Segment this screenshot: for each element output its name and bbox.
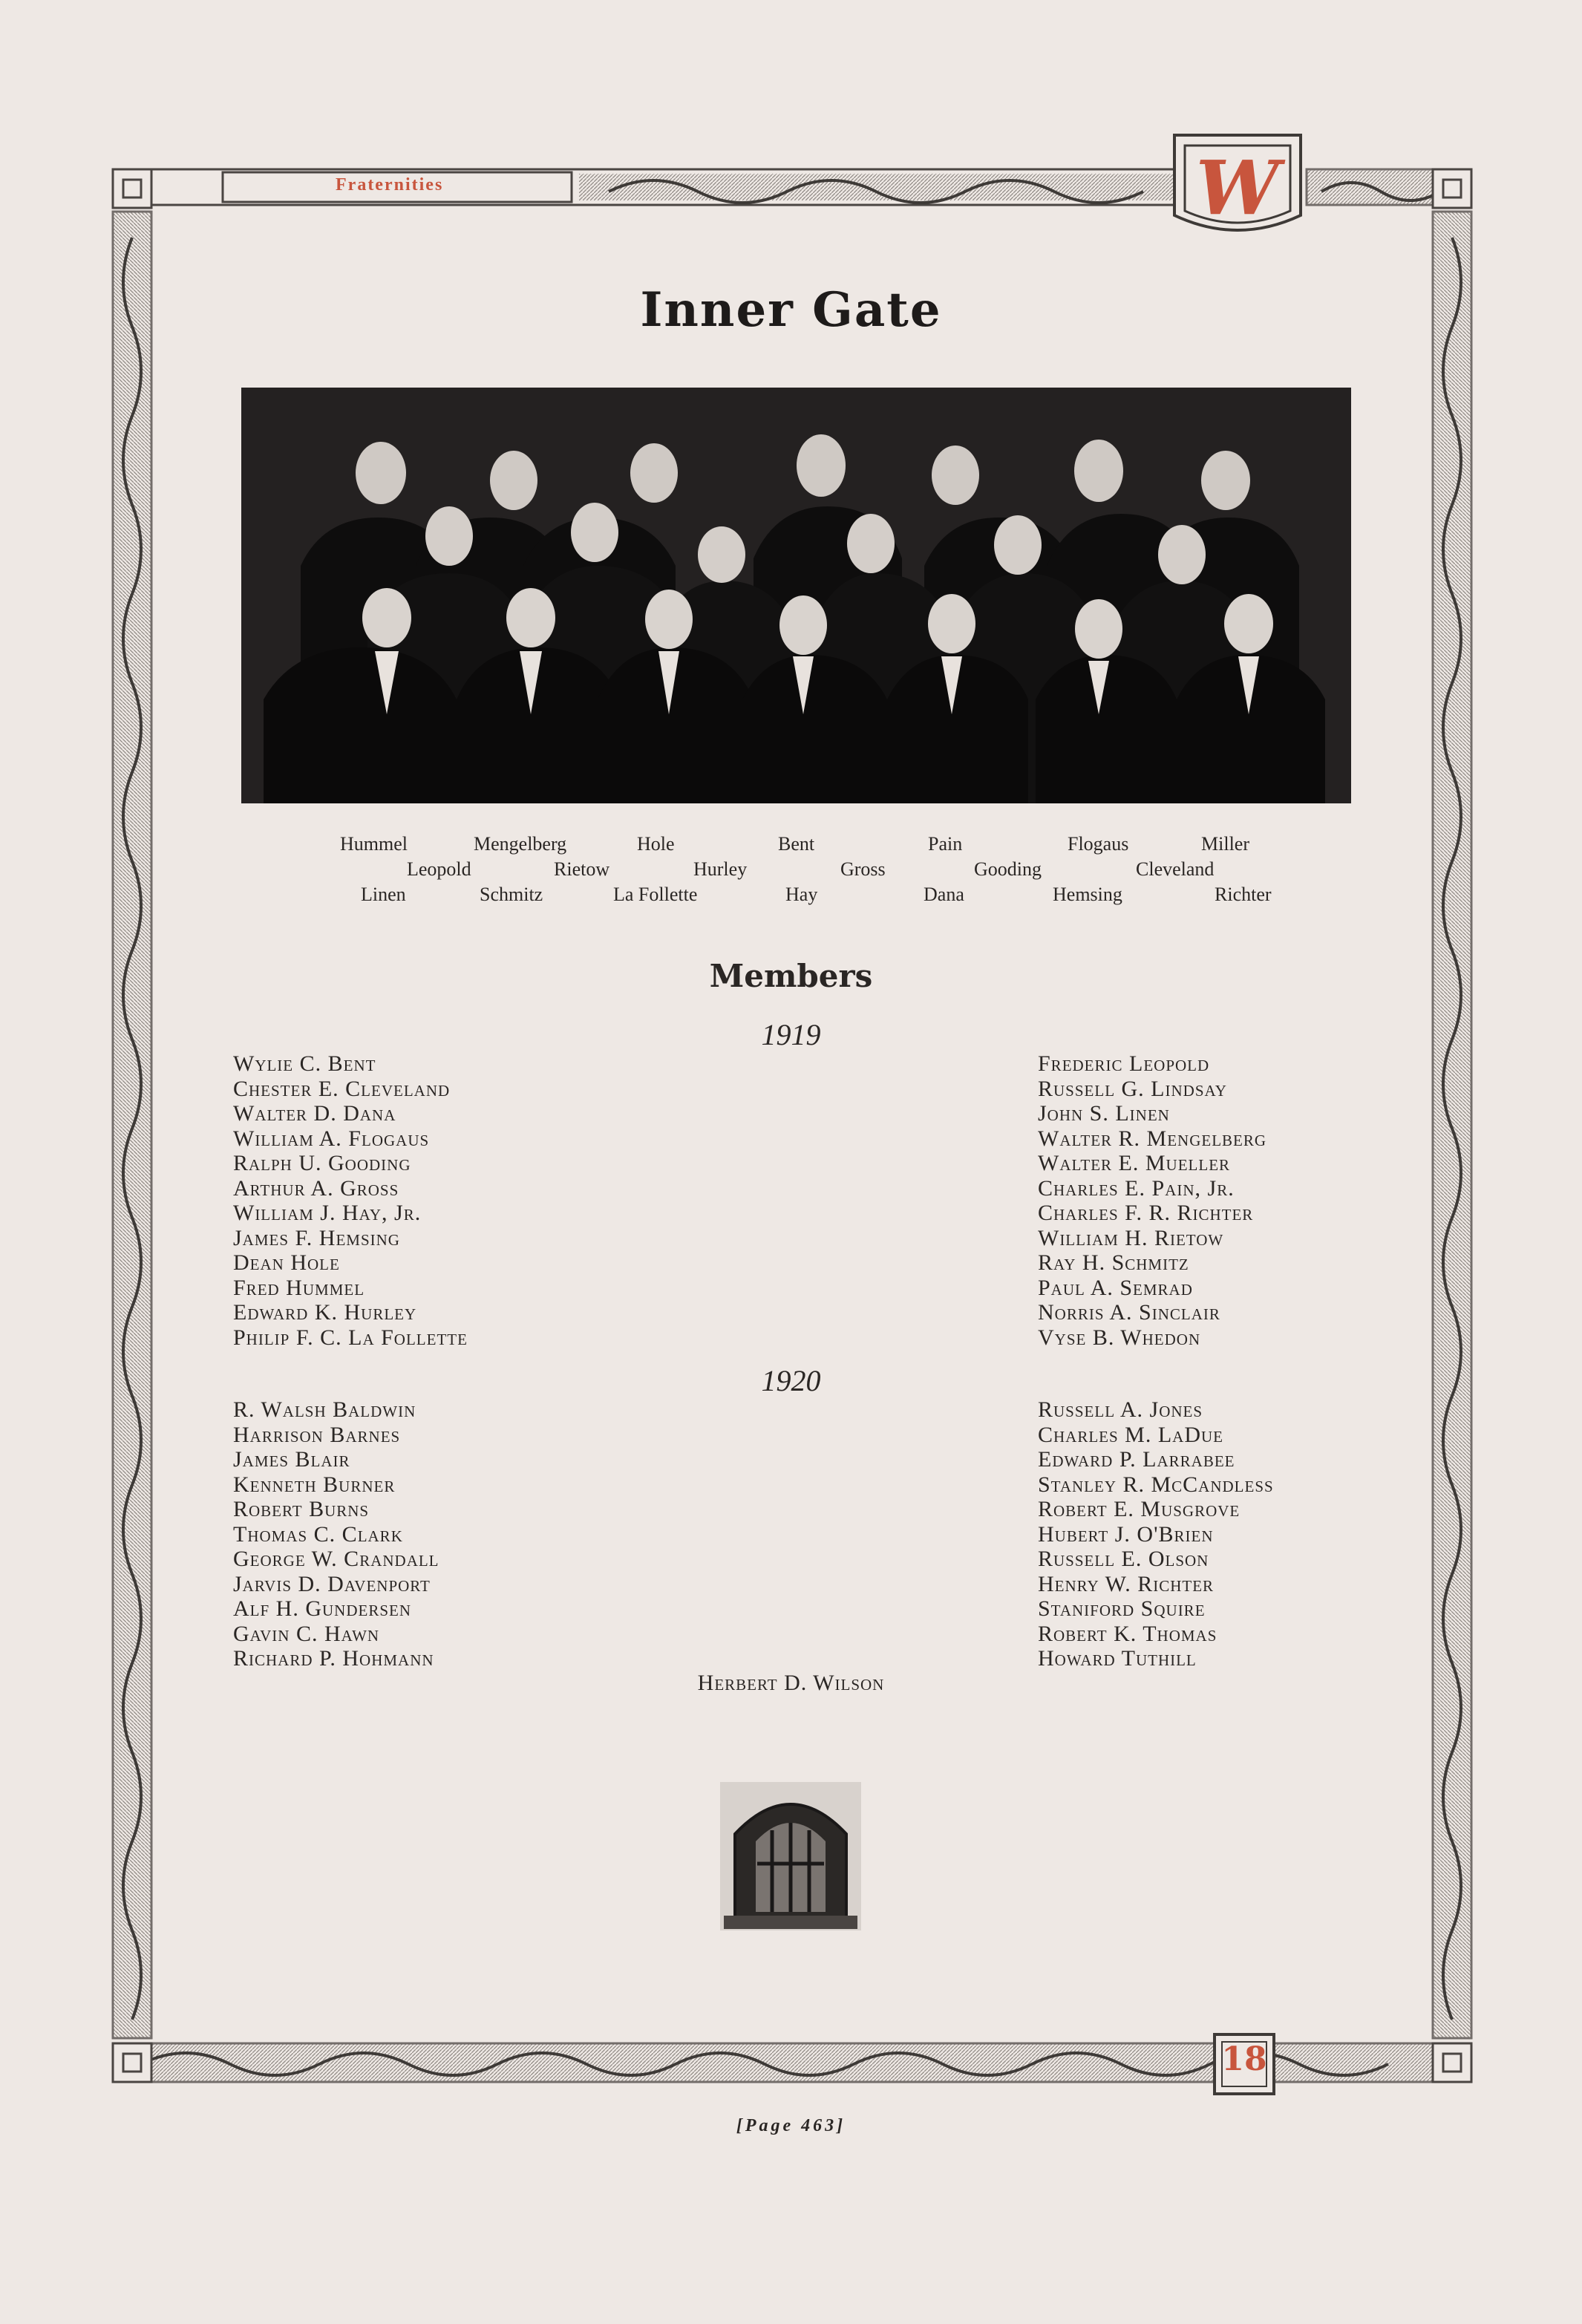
- group-photo: [241, 388, 1351, 803]
- member-name: Dean Hole: [233, 1250, 340, 1275]
- page-title: Inner Gate: [640, 282, 942, 338]
- gate-icon: [720, 1782, 861, 1930]
- member-name: Harrison Barnes: [233, 1422, 401, 1447]
- caption-name: Rietow: [554, 858, 610, 880]
- member-name: Richard P. Hohmann: [233, 1646, 434, 1671]
- member-name: R. Walsh Baldwin: [233, 1397, 416, 1422]
- member-name: Walter R. Mengelberg: [1038, 1126, 1267, 1151]
- w-crest-icon: [1174, 135, 1301, 232]
- caption-name: Cleveland: [1136, 858, 1215, 880]
- member-name: Frederic Leopold: [1038, 1051, 1210, 1076]
- caption-row-back: [0, 833, 1582, 857]
- members-1919-left: [233, 1051, 468, 1350]
- member-name-center: Herbert D. Wilson: [697, 1671, 885, 1695]
- member-name: Vyse B. Whedon: [1038, 1325, 1201, 1350]
- member-name: Arthur A. Gross: [233, 1175, 399, 1201]
- member-name: Staniford Squire: [1038, 1596, 1206, 1621]
- caption-name: Linen: [361, 884, 406, 905]
- caption-name: Bent: [778, 833, 815, 855]
- members-1919-right: [1038, 1051, 1266, 1350]
- member-name: Fred Hummel: [233, 1275, 365, 1300]
- member-name: Gavin C. Hawn: [233, 1621, 380, 1646]
- svg-text:W: W: [1195, 144, 1280, 232]
- member-name: Charles M. LaDue: [1038, 1422, 1224, 1447]
- member-name: Kenneth Burner: [233, 1472, 396, 1497]
- member-name: Thomas C. Clark: [233, 1521, 403, 1547]
- member-name: James Blair: [233, 1447, 350, 1472]
- caption-name: Hay: [785, 884, 818, 905]
- year-badge: 18: [1221, 2040, 1267, 2078]
- caption-name: Pain: [928, 833, 963, 855]
- member-name: Charles F. R. Richter: [1038, 1201, 1254, 1225]
- caption-name: Richter: [1215, 884, 1272, 905]
- member-name: Henry W. Richter: [1038, 1571, 1215, 1596]
- members-1920-right: [1038, 1397, 1274, 1671]
- member-name: Chester E. Cleveland: [233, 1076, 451, 1101]
- group-photo-figures: [241, 388, 1351, 803]
- caption-name: La Follette: [613, 884, 698, 905]
- member-name: Russell E. Olson: [1038, 1547, 1209, 1571]
- caption-name: Dana: [924, 884, 964, 905]
- member-name: Charles E. Pain, Jr.: [1038, 1175, 1235, 1201]
- member-name: Norris A. Sinclair: [1038, 1300, 1220, 1325]
- member-name: William J. Hay, Jr.: [233, 1201, 422, 1225]
- caption-row-middle: [0, 858, 1582, 882]
- member-name: Walter D. Dana: [233, 1101, 396, 1126]
- caption-name: Hurley: [693, 858, 748, 880]
- member-name: William H. Rietow: [1038, 1225, 1224, 1250]
- year-heading-1919: 1919: [761, 1018, 821, 1051]
- member-name: James F. Hemsing: [233, 1225, 400, 1250]
- caption-name: Leopold: [407, 858, 471, 880]
- member-name: Ray H. Schmitz: [1038, 1250, 1189, 1275]
- member-name: Robert E. Musgrove: [1038, 1497, 1241, 1521]
- member-name: Edward K. Hurley: [233, 1300, 417, 1325]
- caption-row-front: [0, 884, 1582, 907]
- caption-name: Schmitz: [480, 884, 543, 905]
- caption-name: Gooding: [974, 858, 1042, 880]
- member-name: Alf H. Gundersen: [233, 1596, 412, 1621]
- member-name: Paul A. Semrad: [1038, 1275, 1193, 1300]
- caption-name: Hole: [637, 833, 675, 855]
- member-name: Jarvis D. Davenport: [233, 1571, 431, 1596]
- member-name: Philip F. C. La Follette: [233, 1325, 468, 1350]
- caption-name: Hemsing: [1053, 884, 1122, 905]
- member-name: Russell A. Jones: [1038, 1397, 1203, 1422]
- member-name: Robert Burns: [233, 1497, 370, 1521]
- year-heading-1920: 1920: [761, 1364, 821, 1397]
- member-name: Ralph U. Gooding: [233, 1151, 411, 1175]
- member-name: Edward P. Larrabee: [1038, 1447, 1235, 1472]
- member-name: Russell G. Lindsay: [1038, 1076, 1227, 1101]
- member-name: George W. Crandall: [233, 1547, 439, 1571]
- member-name: Wylie C. Bent: [233, 1051, 376, 1076]
- member-name: Howard Tuthill: [1038, 1646, 1197, 1671]
- member-name: Hubert J. O'Brien: [1038, 1521, 1214, 1547]
- member-name: Walter E. Mueller: [1038, 1151, 1231, 1175]
- caption-name: Miller: [1201, 833, 1249, 855]
- caption-name: Flogaus: [1068, 833, 1129, 855]
- caption-name: Gross: [840, 858, 886, 880]
- members-heading: Members: [709, 958, 873, 994]
- member-name: William A. Flogaus: [233, 1126, 430, 1151]
- member-name: Stanley R. McCandless: [1038, 1472, 1274, 1497]
- member-name: Robert K. Thomas: [1038, 1621, 1217, 1646]
- caption-name: Hummel: [340, 833, 408, 855]
- section-label: Fraternities: [336, 175, 444, 195]
- members-1920-left: [233, 1397, 439, 1671]
- caption-name: Mengelberg: [474, 833, 567, 855]
- page-number: [Page 463]: [736, 2116, 846, 2135]
- member-name: John S. Linen: [1038, 1101, 1170, 1126]
